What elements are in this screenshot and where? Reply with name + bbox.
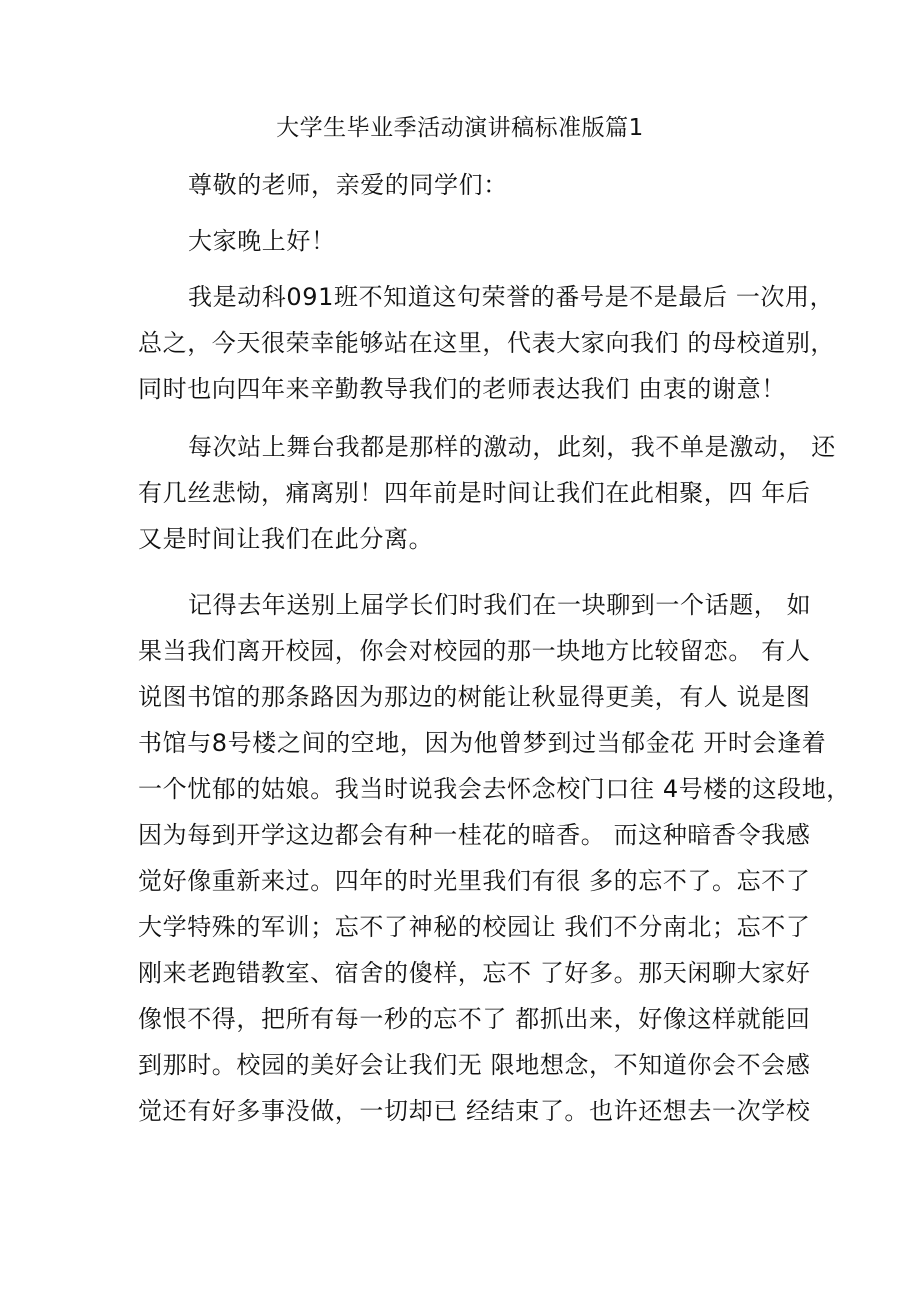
paragraph-line: 又是时间让我们在此分离。 bbox=[138, 525, 434, 553]
document-title: 大学生毕业季活动演讲稿标准版篇1 bbox=[276, 115, 644, 141]
paragraph-line: 觉还有好多事没做，一切却已 经结束了。也许还想去一次学校 bbox=[138, 1097, 811, 1125]
paragraph-line: 每次站上舞台我都是那样的激动，此刻，我不单是激动， 还 bbox=[188, 433, 836, 461]
paragraph-line: 有几丝悲恸，痛离别！四年前是时间让我们在此相聚，四 年后 bbox=[138, 479, 811, 507]
paragraph-line: 书馆与8号楼之间的空地，因为他曾梦到过当郁金花 开时会逢着 bbox=[138, 729, 827, 757]
paragraph-line: 我是动科091班不知道这句荣誉的番号是不是最后 一次用， bbox=[188, 283, 835, 311]
paragraph-line: 总之，今天很荣幸能够站在这里，代表大家向我们 的母校道别， bbox=[138, 329, 836, 357]
greeting-line: 大家晚上好！ bbox=[188, 227, 336, 255]
salutation-line: 尊敬的老师，亲爱的同学们： bbox=[188, 171, 508, 199]
paragraph-line: 刚来老跑错教室、宿舍的傻样，忘不 了好多。那天闲聊大家好 bbox=[138, 959, 811, 987]
paragraph-line: 记得去年送别上届学长们时我们在一块聊到一个话题， 如 bbox=[188, 591, 812, 619]
paragraph-line: 果当我们离开校园，你会对校园的那一块地方比较留恋。 有人 bbox=[138, 637, 811, 665]
paragraph-line: 大学特殊的军训；忘不了神秘的校园让 我们不分南北；忘不了 bbox=[138, 913, 811, 941]
paragraph-line: 说图书馆的那条路因为那边的树能让秋显得更美，有人 说是图 bbox=[138, 683, 811, 711]
paragraph-line: 觉好像重新来过。四年的时光里我们有很 多的忘不了。忘不了 bbox=[138, 867, 811, 895]
paragraph-line: 同时也向四年来辛勤教导我们的老师表达我们 由衷的谢意！ bbox=[138, 375, 786, 403]
paragraph-line: 像恨不得，把所有每一秒的忘不了 都抓出来，好像这样就能回 bbox=[138, 1005, 811, 1033]
paragraph-line: 一个忧郁的姑娘。我当时说我会去怀念校门口往 4号楼的这段地， bbox=[138, 775, 851, 803]
paragraph-line: 因为每到开学这边都会有种一桂花的暗香。 而这种暗香令我感 bbox=[138, 821, 811, 849]
paragraph-line: 到那时。校园的美好会让我们无 限地想念，不知道你会不会感 bbox=[138, 1051, 811, 1079]
